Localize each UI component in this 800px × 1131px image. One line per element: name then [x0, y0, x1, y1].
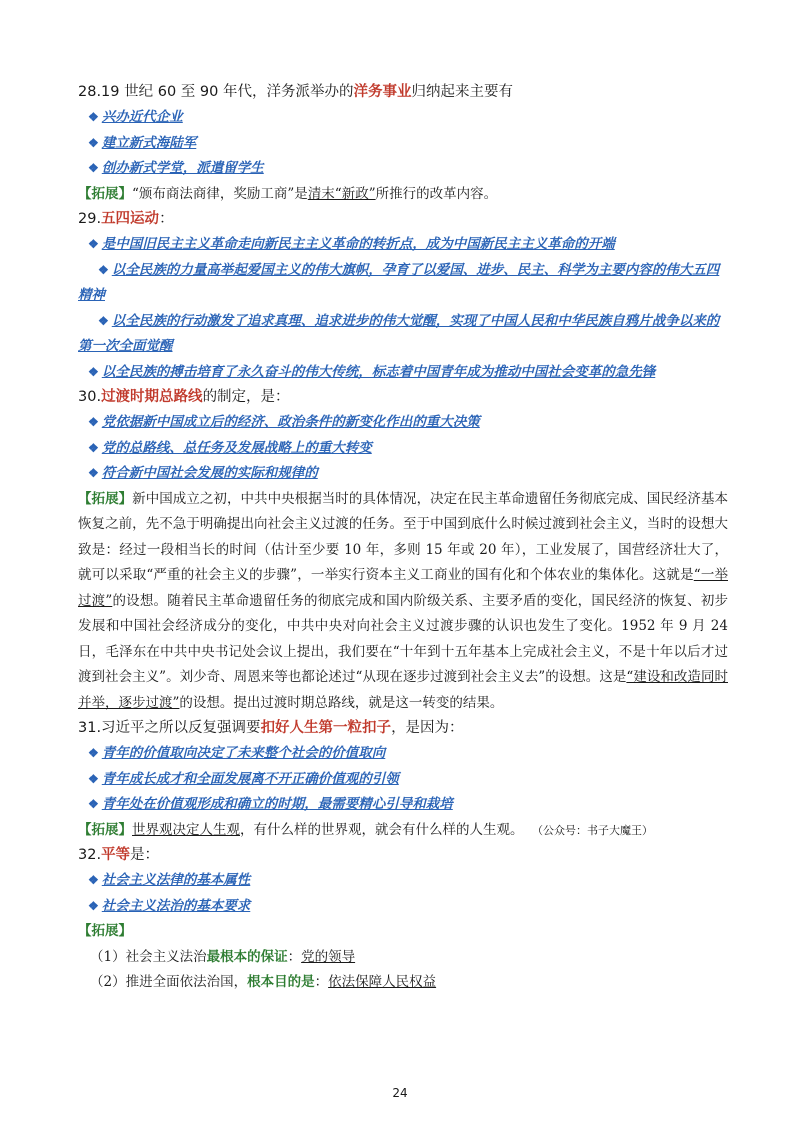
list-item: ❖ 社会主义法治的基本要求: [88, 894, 728, 920]
diamond-bullet-icon: ❖: [88, 415, 99, 429]
diamond-bullet-icon: ❖: [88, 110, 99, 124]
diamond-bullet-icon: ❖: [88, 161, 99, 175]
list-item: ❖ 是中国旧民主主义革命走向新民主主义革命的转折点，成为中国新民主主义革命的开端: [88, 232, 728, 258]
list-item: ❖ 以全民族的行动激发了追求真理、追求进步的伟大觉醒，实现了中国人民和中华民族自鸦片战争以来的第一次全面觉醒: [78, 309, 728, 360]
diamond-bullet-icon: ❖: [88, 771, 99, 786]
extension-note: [78, 919, 728, 945]
source-note: （公众号：书子大魔王）: [537, 823, 653, 837]
key-term: 扣好人生第一粒扣子: [260, 720, 392, 736]
list-item: ❖ 党的总路线、总任务及发展战略上的重大转变: [88, 436, 728, 462]
diamond-bullet-icon: ❖: [88, 873, 99, 887]
page-number: 24: [392, 1086, 408, 1100]
list-item: ❖ 青年的价值取向决定了未来整个社会的价值取向: [88, 741, 728, 767]
diamond-bullet-icon: ❖: [88, 797, 99, 811]
list-item: ❖ 青年处在价值观形成和确立的时期，最需要精心引导和栽培: [88, 792, 728, 818]
extension-tag: 【拓展】: [78, 490, 133, 507]
list-item: ❖ 创办新式学堂，派遣留学生: [88, 156, 728, 182]
diamond-bullet-icon: ❖: [88, 898, 99, 913]
diamond-bullet-icon: ❖: [88, 364, 99, 379]
extension-note: 【拓展】新中国成立之初，中共中央根据当时的具体情况，决定在民主革命遗留任务彻底完成、国民经济基本恢复之前，先不急于明确提出向社会主义过渡的任务。至于中国到底什么时候过渡到社会主义，当时的设想大致是：经过一段相当长的时间（估计至少要 10 年，多则 15 年或 20 年），工业发展了，国营经济壮大了，就可以采取“严重的社会主义的步骤”，一举实行资本主义工商业的国有化和个体农业的集体化。这就是“一举过渡”的设想。随着民主革命遗留任务的彻底完成和国内阶级关系、主要矛盾的变化，国民经济的恢复、初步发展和中国社会经济成分的变化，中共中央对向社会主义过渡步骤的认识也发生了变化。1952 年 9 月 24 日，毛泽东在中共中央书记处会议上提出，我们要在“十年到十五年基本上完成社会主义，不是十年以后才过渡到社会主义”。刘少奇、周恩来等也都论述过“从现在逐步过渡到社会主义去”的设想。这是“建设和改造同时并举，逐步过渡”的设想。提出过渡时期总路线，就是这一转变的结果。: [78, 490, 729, 711]
question-28: 28.19 世纪 60 至 90 年代，洋务派举办的洋务事业归纳起来主要有: [78, 84, 513, 100]
diamond-bullet-icon: ❖: [88, 440, 99, 455]
key-term: 过渡时期总路线: [101, 389, 203, 405]
diamond-bullet-icon: ❖: [88, 746, 99, 760]
question-29: 29.五四运动：: [78, 211, 174, 227]
extension-tag: 【拓展】: [78, 821, 132, 838]
sub-point: （2）推进全面依法治国，根本目的是：依法保障人民权益: [90, 974, 437, 990]
diamond-bullet-icon: ❖: [98, 262, 109, 277]
extension-note: 【拓展】世界观决定人生观，有什么样的世界观，就会有什么样的人生观。 （公众号：书子大魔王）: [78, 821, 653, 838]
question-31: 31.习近平之所以反复强调要扣好人生第一粒扣子，是因为：: [78, 720, 464, 736]
key-term: 洋务事业: [353, 84, 412, 100]
diamond-bullet-icon: ❖: [88, 135, 99, 150]
extension-tag: 【拓展】: [78, 185, 132, 202]
sub-point: （1）社会主义法治最根本的保证：党的领导: [90, 948, 356, 965]
list-item: ❖ 建立新式海陆军: [88, 131, 728, 157]
list-item: ❖ 以全民族的搏击培育了永久奋斗的伟大传统，标志着中国青年成为推动中国社会变革的急先锋: [88, 360, 728, 386]
document-page: [78, 80, 728, 996]
list-item: ❖ 青年成长成才和全面发展离不开正确价值观的引领: [88, 767, 728, 793]
list-item: ❖ 兴办近代企业: [88, 105, 728, 131]
key-term: 五四运动: [101, 211, 160, 227]
key-term: 平等: [101, 847, 131, 863]
list-item: ❖ 以全民族的力量高举起爱国主义的伟大旗帜，孕育了以爱国、进步、民主、科学为主要内容的伟大五四精神: [78, 258, 728, 309]
list-item: ❖ 社会主义法律的基本属性: [88, 868, 728, 894]
diamond-bullet-icon: ❖: [88, 237, 99, 251]
diamond-bullet-icon: ❖: [98, 313, 109, 328]
diamond-bullet-icon: ❖: [88, 466, 99, 480]
extension-tag: 【拓展】: [78, 923, 132, 939]
list-item: ❖ 符合新中国社会发展的实际和规律的: [88, 461, 728, 487]
list-item: ❖ 党依据新中国成立后的经济、政治条件的新变化作出的重大决策: [88, 410, 728, 436]
question-32: 32.平等是：: [78, 847, 160, 863]
question-30: 30.过渡时期总路线的制定，是：: [78, 389, 290, 405]
extension-note: 【拓展】“颁布商法商律，奖励工商”是清末“新政”所推行的改革内容。: [78, 185, 498, 202]
